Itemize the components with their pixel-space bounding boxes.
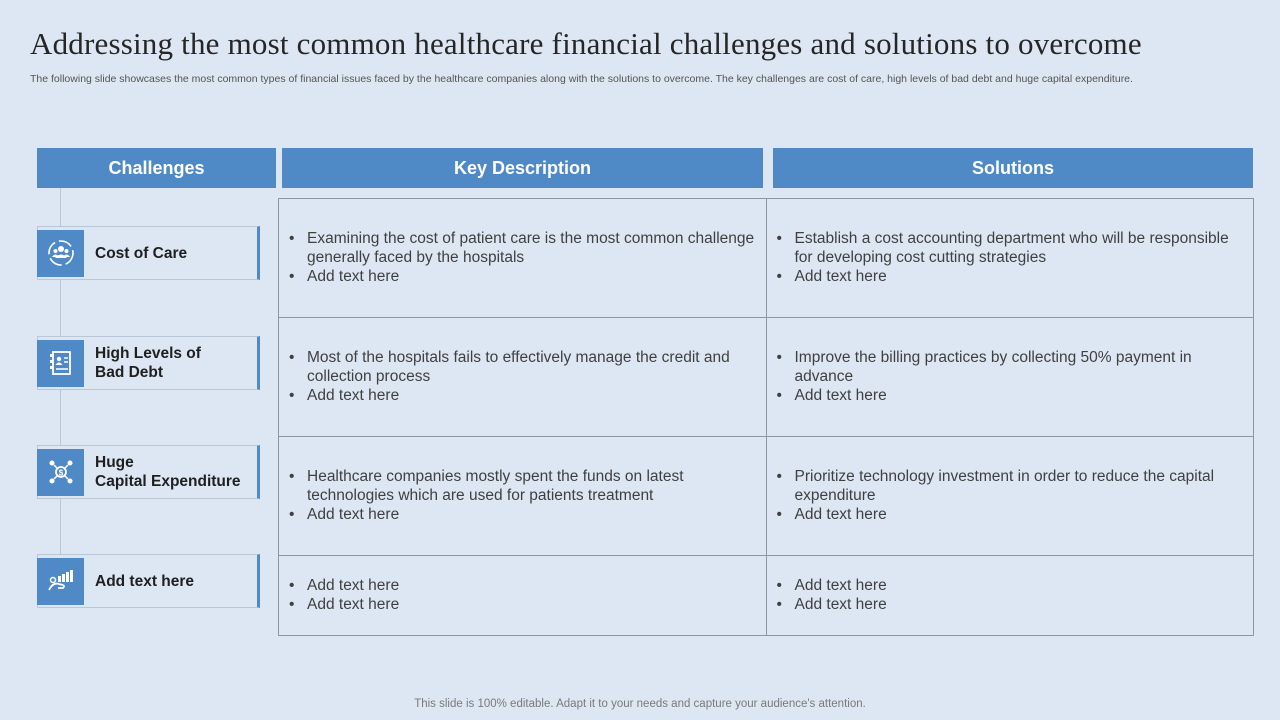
solution-cell xyxy=(766,436,1254,555)
ledger-icon xyxy=(37,340,84,387)
table-row xyxy=(279,317,1254,436)
challenge-label: Add text here xyxy=(95,572,195,590)
challenge-label: Cost of Care xyxy=(95,244,188,262)
page-title: Addressing the most common healthcare financial challenges and solutions to overcome xyxy=(30,26,1142,61)
description-cell xyxy=(279,317,767,436)
list-item: • Prioritize technology investment in order to reduce the capital expenditure xyxy=(775,467,1244,505)
challenge-capital-expenditure xyxy=(37,445,260,499)
list-item: • Improve the billing practices by collecting 50% payment in advance xyxy=(775,348,1244,386)
list-item: • Most of the hospitals fails to effectively manage the credit and collection process xyxy=(287,348,756,386)
challenge-bad-debt xyxy=(37,336,260,390)
list-item: • Add text here xyxy=(287,386,756,405)
network-coin-icon xyxy=(37,449,84,496)
list-item: • Add text here xyxy=(287,595,756,614)
solution-cell xyxy=(766,317,1254,436)
table-row xyxy=(279,555,1254,635)
header-solutions: Solutions xyxy=(773,148,1253,188)
list-item: • Establish a cost accounting department who will be responsible for developing cost cutting strategies xyxy=(775,229,1244,267)
list-item: • Add text here xyxy=(287,576,756,595)
list-item: • Add text here xyxy=(775,386,1244,405)
table-row xyxy=(279,199,1254,318)
list-item: • Add text here xyxy=(775,595,1244,614)
solution-cell xyxy=(766,199,1254,318)
challenge-label: Huge Capital Expenditure xyxy=(95,454,241,490)
header-challenges: Challenges xyxy=(37,148,276,188)
challenge-label: High Levels of Bad Debt xyxy=(95,345,201,381)
table-row xyxy=(279,436,1254,555)
page-subtitle: The following slide showcases the most common types of financial issues faced by the healthcare companies along with the solutions to overcome. The key challenges are cost of care, high levels of bad debt and huge capital expenditure. xyxy=(30,73,1133,85)
svg-text:$: $ xyxy=(58,468,63,478)
challenge-cost-of-care xyxy=(37,226,260,280)
list-item: • Add text here xyxy=(775,576,1244,595)
footer-note: This slide is 100% editable. Adapt it to your needs and capture your audience's attention. xyxy=(414,698,866,710)
challenges-table xyxy=(278,198,1254,636)
description-cell xyxy=(279,199,767,318)
description-cell xyxy=(279,436,767,555)
hand-growth-icon xyxy=(37,558,84,605)
list-item: • Examining the cost of patient care is the most common challenge generally faced by the hospitals xyxy=(287,229,756,267)
challenge-add-text xyxy=(37,554,260,608)
list-item: • Add text here xyxy=(775,505,1244,524)
list-item: • Healthcare companies mostly spent the funds on latest technologies which are used for patients treatment xyxy=(287,467,756,505)
list-item: • Add text here xyxy=(287,505,756,524)
header-key-description: Key Description xyxy=(282,148,763,188)
solution-cell xyxy=(766,555,1254,635)
list-item: • Add text here xyxy=(287,267,756,286)
list-item: • Add text here xyxy=(775,267,1244,286)
description-cell xyxy=(279,555,767,635)
people-cycle-icon xyxy=(37,230,84,277)
